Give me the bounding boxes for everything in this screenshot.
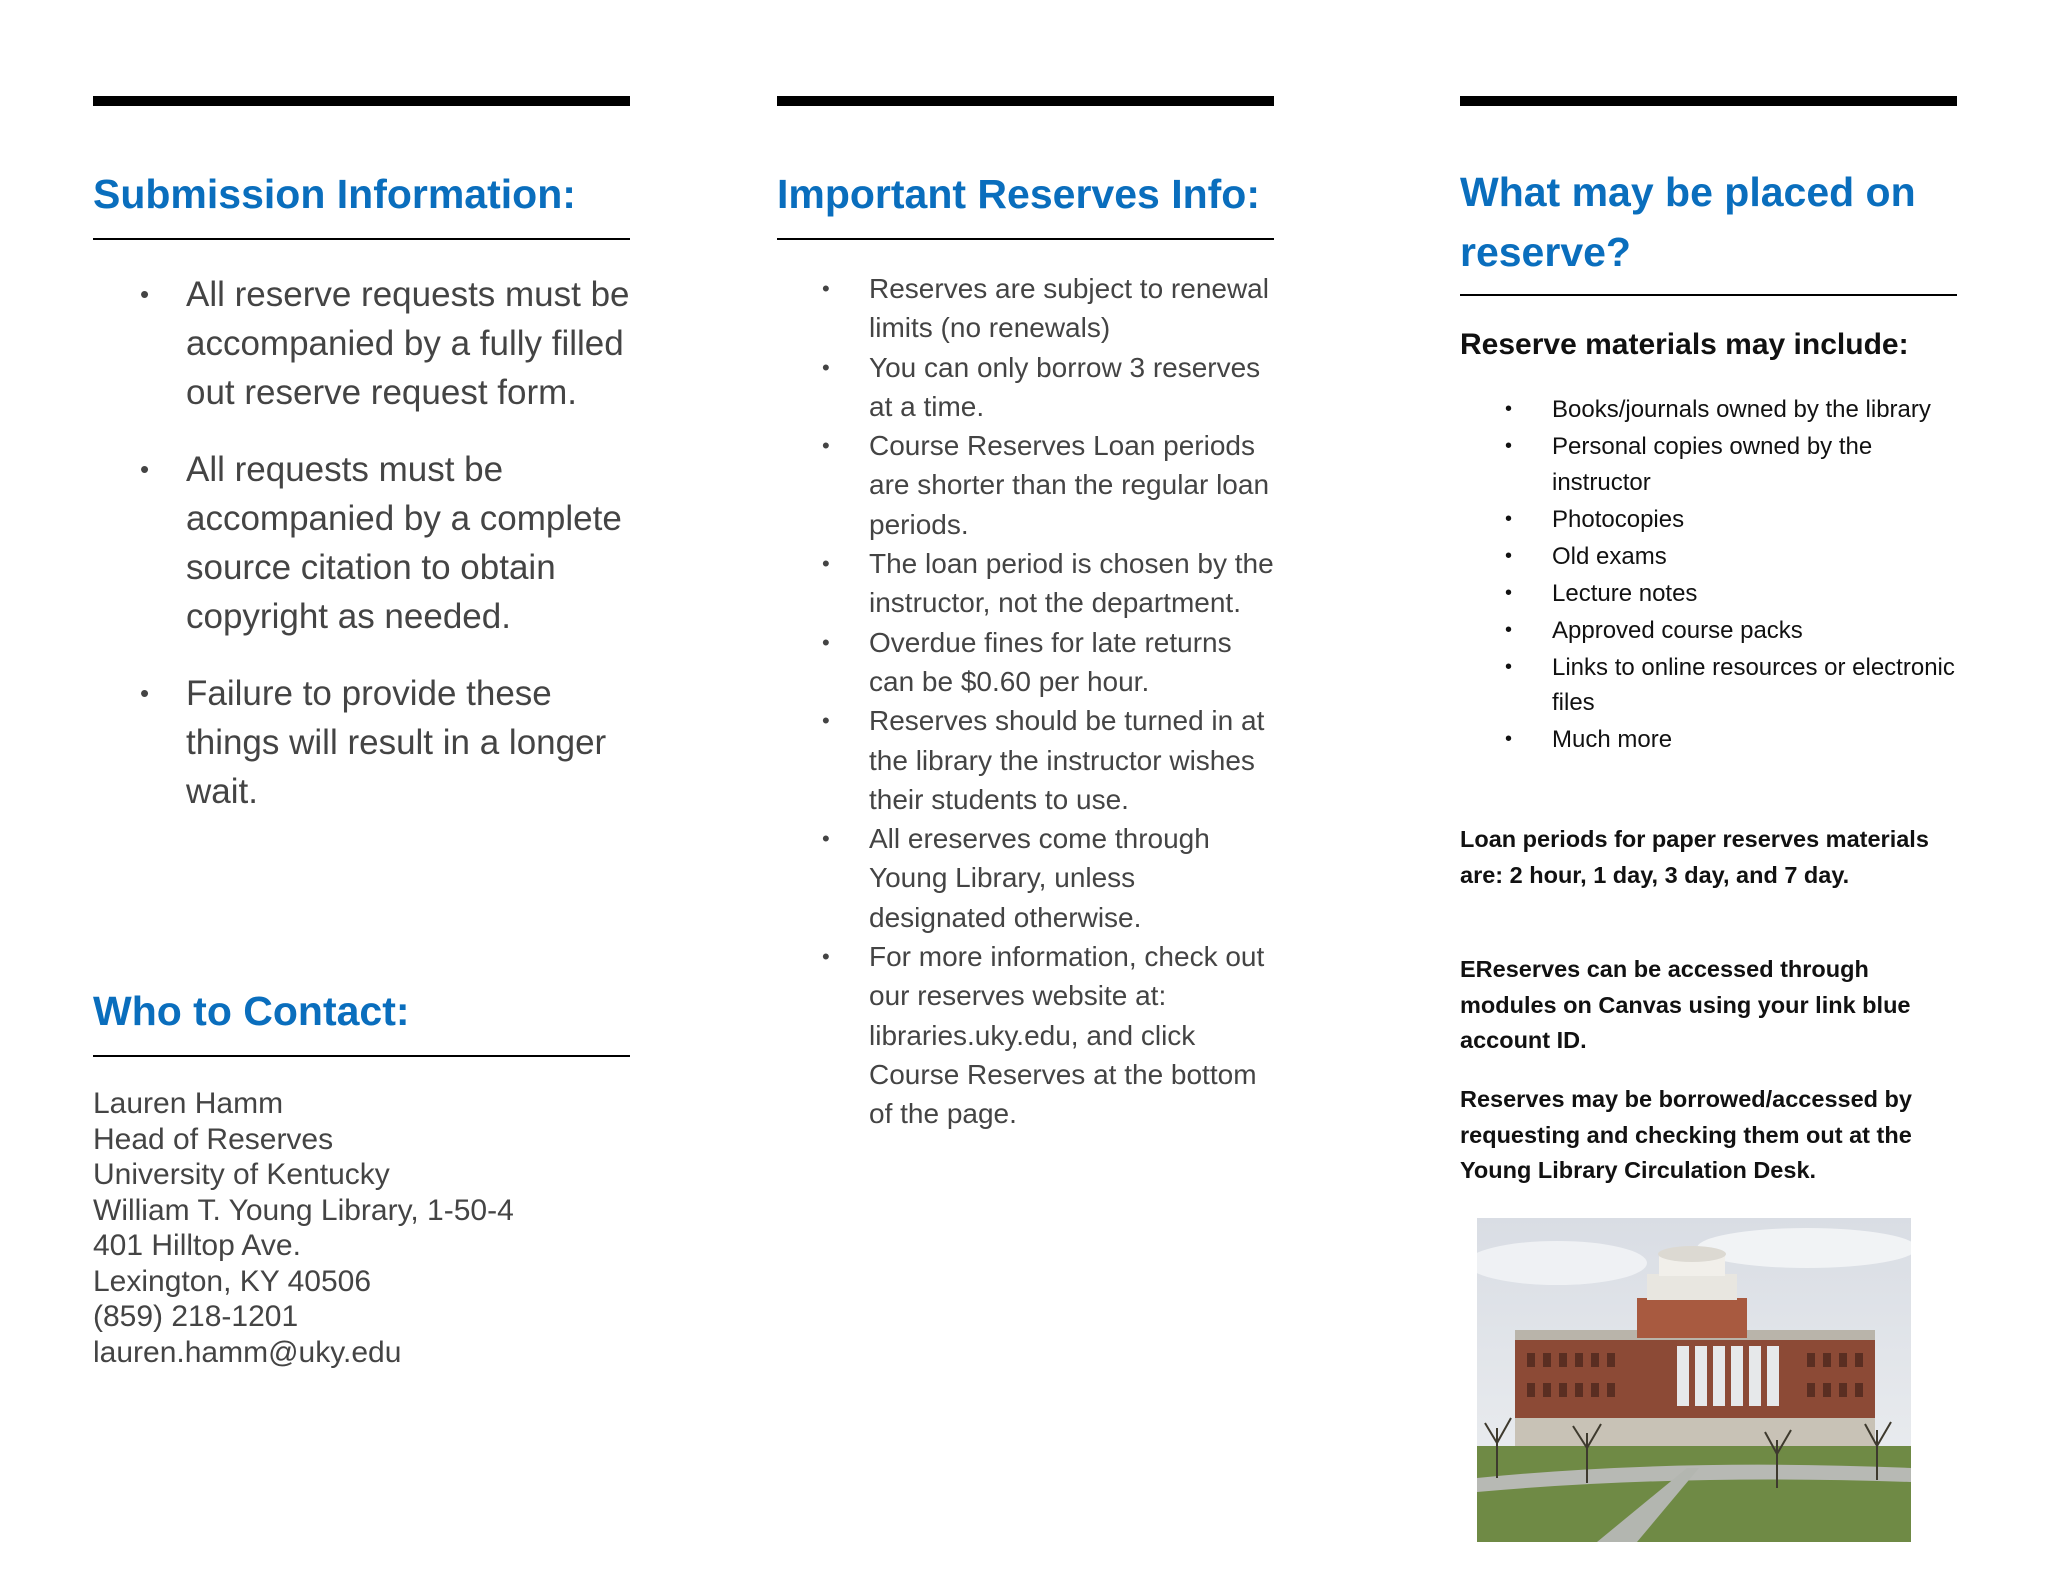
list-item: • Lecture notes (1505, 576, 1955, 612)
bullet-icon: • (822, 354, 830, 380)
bullet-icon: • (1505, 435, 1513, 457)
list-item: • All ereserves come through Young Library, unless designated otherwise. (822, 819, 1277, 937)
bullet-icon: • (822, 944, 830, 970)
list-item: • Reserves are subject to renewal limits (no renewals) (822, 269, 1277, 348)
bullet-icon: • (1505, 581, 1513, 604)
bullet-icon: • (1505, 655, 1513, 678)
heading-rule (777, 238, 1274, 240)
top-rule (93, 96, 630, 106)
contact-building: William T. Young Library, 1-50-4 (93, 1193, 514, 1227)
contact-city: Lexington, KY 40506 (93, 1264, 372, 1298)
list-item: • You can only borrow 3 reserves at a time. (822, 348, 1277, 427)
top-rule (1460, 96, 1957, 106)
bullet-icon: • (822, 708, 830, 734)
bullet-icon: • (1505, 507, 1513, 530)
list-item: • Overdue fines for late returns can be $0.60 per hour. (822, 623, 1277, 702)
reserve-eligibility-heading: What may be placed on reserve? (1460, 169, 1916, 275)
bullet-icon: • (1505, 728, 1513, 750)
contact-title: Head of Reserves (93, 1122, 334, 1156)
reserves-info-list (822, 269, 1277, 1134)
reserves-info-heading: Important Reserves Info: (777, 171, 1260, 217)
contact-organization: University of Kentucky (93, 1158, 390, 1191)
list-item: • The loan period is chosen by the instructor, not the department. (822, 544, 1277, 623)
bullet-icon: • (822, 826, 830, 852)
heading-rule (1460, 294, 1957, 296)
bullet-icon: • (140, 454, 150, 484)
list-item: • Failure to provide these things will result in a longer wait. (140, 669, 640, 816)
list-item: • Approved course packs (1505, 613, 1955, 649)
contact-heading: Who to Contact: (93, 988, 410, 1034)
list-item: • Links to online resources or electronic files (1505, 650, 1955, 721)
ereserves-paragraph: EReserves can be accessed through modules on Canvas using your link blue account ID. (1460, 956, 1911, 1053)
list-item: • All reserve requests must be accompanied by a fully filled out reserve request form. (140, 270, 640, 417)
bullet-icon: • (140, 279, 150, 309)
contact-email: lauren.hamm@uky.edu (93, 1335, 402, 1369)
list-item: • Old exams (1505, 539, 1955, 575)
young-library-photo (1477, 1218, 1911, 1542)
bullet-icon: • (822, 629, 830, 655)
list-item: • All requests must be accompanied by a complete source citation to obtain copyright as needed. (140, 445, 640, 641)
list-item: • For more information, check out our reserves website at: libraries.uky.edu, and click Course Reserves at the bottom of the page. (822, 937, 1277, 1133)
contact-phone: (859) 218-1201 (93, 1300, 299, 1333)
submission-list (140, 270, 640, 844)
materials-list (1505, 392, 1955, 759)
list-item: • Personal copies owned by the instructor (1505, 429, 1955, 500)
submission-heading: Submission Information: (93, 171, 576, 217)
list-item: • Photocopies (1505, 502, 1955, 538)
bullet-icon: • (140, 678, 150, 708)
list-item: • Much more (1505, 722, 1955, 758)
contact-street: 401 Hilltop Ave. (93, 1229, 301, 1262)
contact-name: Lauren Hamm (93, 1087, 284, 1120)
list-item: • Course Reserves Loan periods are shorter than the regular loan periods. (822, 426, 1277, 544)
list-item: • Books/journals owned by the library (1505, 392, 1955, 428)
list-item: • Reserves should be turned in at the library the instructor wishes their students to use. (822, 701, 1277, 819)
bullet-icon: • (1505, 544, 1513, 567)
bullet-icon: • (822, 551, 830, 577)
heading-rule (93, 238, 630, 240)
bullet-icon: • (1505, 618, 1513, 641)
bullet-icon: • (822, 433, 830, 459)
top-rule (777, 96, 1274, 106)
loan-periods-paragraph: Loan periods for paper reserves materials are: 2 hour, 1 day, 3 day, and 7 day. (1460, 826, 1929, 888)
bullet-icon: • (1505, 398, 1513, 420)
contact-block (93, 1086, 633, 1370)
heading-rule (93, 1055, 630, 1057)
bullet-icon: • (822, 276, 830, 301)
borrowing-paragraph: Reserves may be borrowed/accessed by requesting and checking them out at the Young Library Circulation Desk. (1460, 1086, 1912, 1183)
materials-subheading: Reserve materials may include: (1460, 328, 1909, 361)
